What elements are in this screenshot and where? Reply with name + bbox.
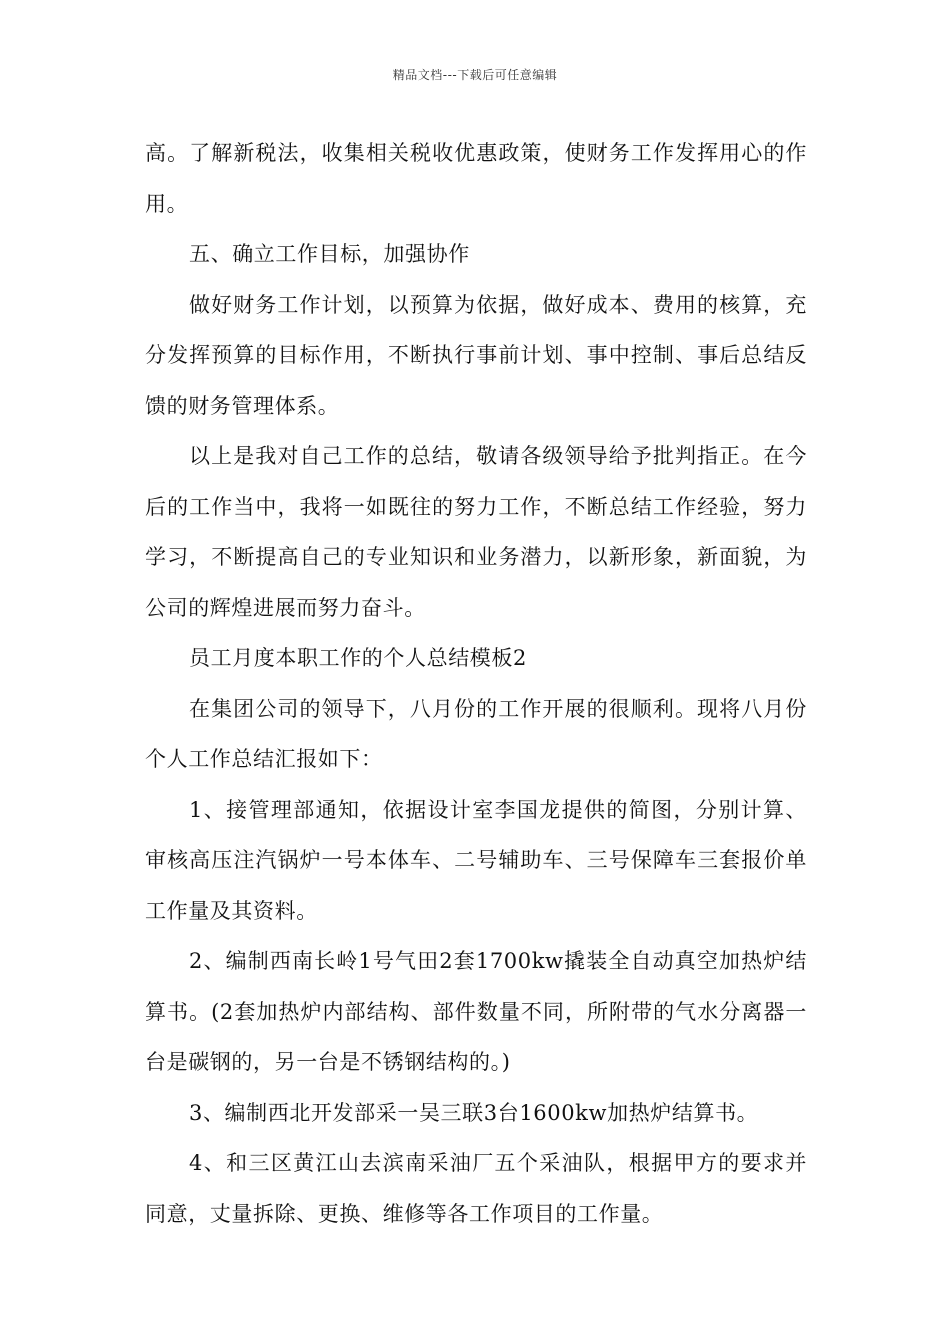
- paragraph: 做好财务工作计划，以预算为依据，做好成本、费用的核算，充分发挥预算的目标作用，不断执行事前计划、事中控制、事后总结反馈的财务管理体系。: [145, 292, 807, 418]
- section-heading: 五、确立工作目标，加强协作: [189, 242, 470, 266]
- paragraph: 以上是我对自己工作的总结，敬请各级领导给予批判指正。在今后的工作当中，我将一如既往的努力工作，不断总结工作经验，努力学习，不断提高自己的专业知识和业务潜力，以新形象，新面貌，为公司的辉煌进展而努力奋斗。: [145, 444, 807, 620]
- list-item: 2、编制西南长岭1号气田2套1700kw撬装全自动真空加热炉结算书。(2套加热炉内部结构、部件数量不同，所附带的气水分离器一台是碳钢的，另一台是不锈钢结构的。): [145, 949, 807, 1074]
- paragraph: 高。了解新税法，收集相关税收优惠政策，使财务工作发挥用心的作用。: [145, 141, 807, 216]
- paragraph: 在集团公司的领导下，八月份的工作开展的很顺利。现将八月份个人工作总结汇报如下：: [145, 696, 807, 771]
- document-body: [145, 128, 807, 1239]
- document-title: 员工月度本职工作的个人总结模板2: [189, 646, 527, 670]
- list-item: 3、编制西北开发部采一吴三联3台1600kw加热炉结算书。: [189, 1100, 759, 1125]
- page-header: 精品文档---下载后可任意编辑: [392, 68, 558, 82]
- list-item: 1、接管理部通知，依据设计室李国龙提供的简图，分别计算、审核高压注汽锅炉一号本体车、二号辅助车、三号保障车三套报价单工作量及其资料。: [145, 797, 807, 923]
- list-item: 4、和三区黄江山去滨南采油厂五个采油队，根据甲方的要求并同意，丈量拆除、更换、维修等各工作项目的工作量。: [145, 1151, 807, 1226]
